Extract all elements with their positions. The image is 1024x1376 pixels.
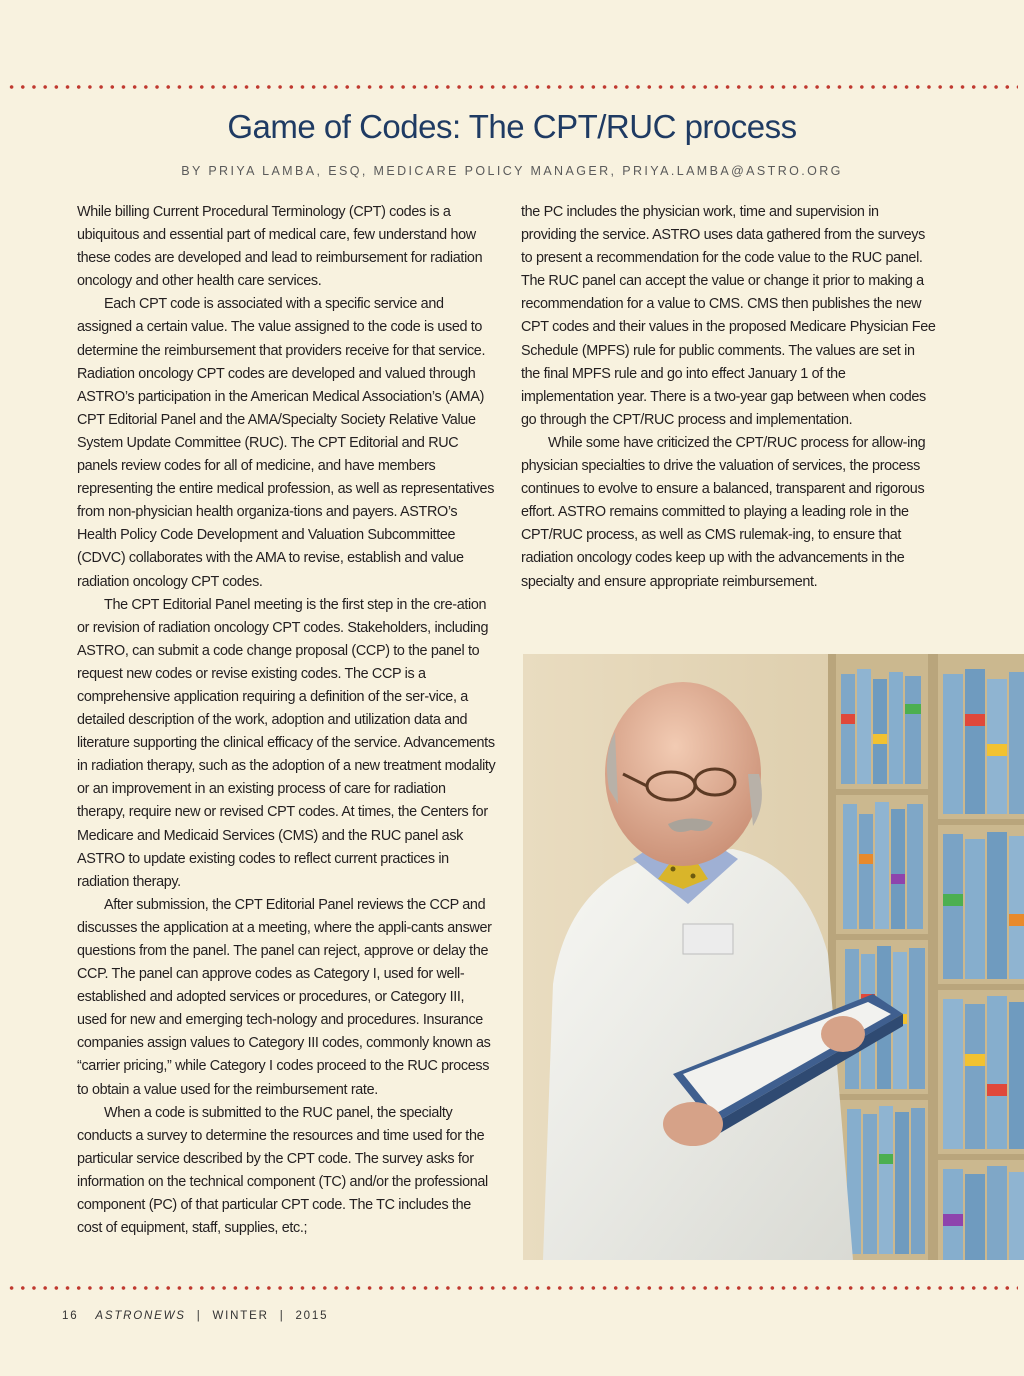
footer-separator: | [196,1310,202,1322]
article-title: Game of Codes: The CPT/RUC process [227,108,797,145]
page-number: 16 [62,1310,79,1322]
right-column [521,201,937,594]
page-footer [62,1310,328,1322]
paragraph: The CPT Editorial Panel meeting is the first step in the cre-ation or revision of radiation oncology CPT codes. Stakeholders, including ASTRO, can submit a code change proposal (CCP) to the panel to request new codes or revise existing codes. The CCP is a comprehensive application requiring a definition of the ser-vice, a detailed description of the work, adoption and utilization data and literature supporting the clinical efficacy of the service. Advancements in radiation therapy, such as the adoption of a new treatment modality or an improvement in an existing process of care for radiation therapy, require new or revised CPT codes. At times, the Centers for Medicare and Medicaid Services (CMS) and the RUC panel ask ASTRO to update existing codes to reflect current practices in radiation therapy. [77,596,496,890]
article-photo [523,654,1024,1260]
top-dotted-rule [6,85,1018,89]
paragraph: Each CPT code is associated with a specific service and assigned a certain value. The value assigned to the code is used to determine the reimbursement that providers receive for that service. Radiation oncology CPT codes are developed and valued through ASTRO’s participation in the American Medical Association’s (AMA) CPT Editorial Panel and the AMA/Specialty Society Relative Value System Update Committee (RUC). The CPT Editorial and RUC panels review codes for all of medicine, and have members representing the entire medical profession, as well as representatives from non-physician health organiza-tions and payers. ASTRO’s Health Policy Code Development and Valuation Subcommittee (CDVC) collaborates with the AMA to revise, establish and value radiation oncology CPT codes. [77,296,495,590]
footer-separator: | [279,1310,285,1322]
bottom-dotted-rule [6,1286,1018,1290]
paragraph: While billing Current Procedural Terminology (CPT) codes is a ubiquitous and essential part of medical care, few understand how these codes are developed and lead to reimbursement for radiation oncology and other health care services. [77,204,483,290]
issue-year: 2015 [295,1310,329,1322]
left-column [77,201,497,1240]
article-byline: BY PRIYA LAMBA, ESQ, MEDICARE POLICY MANAGER, PRIYA.LAMBA@ASTRO.ORG [181,164,843,178]
issue-season: WINTER [212,1310,269,1322]
paragraph: When a code is submitted to the RUC panel, the specialty conducts a survey to determine the resources and time used for the particular service described by the CPT code. The survey asks for information on the technical component (TC) and/or the professional component (PC) of that particular CPT code. The TC includes the cost of equipment, staff, supplies, etc.; [77,1104,488,1237]
publication-name: ASTRONEWS [95,1310,186,1322]
paragraph: After submission, the CPT Editorial Panel reviews the CCP and discusses the application at a meeting, where the appli-cants answer questions from the panel. The panel can reject, approve or delay the CCP. The panel can approve codes as Category I, used for well-established and adopted services or procedures, or Category III, used for new and emerging tech-nology and procedures. Insurance companies assign values to Category III codes, commonly known as “carrier pricing,” while Category I codes proceed to the RUC process to obtain a value used for the reimbursement rate. [77,896,492,1098]
paragraph: While some have criticized the CPT/RUC process for allow-ing physician specialties to drive the valuation of services, the process continues to evolve to ensure a balanced, transparent and rigorous effort. ASTRO remains committed to playing a leading role in the CPT/RUC process, as well as CMS rulemak-ing, to ensure that radiation oncology codes keep up with the advancements in the specialty and ensure appropriate reimbursement. [521,434,926,590]
paragraph: the PC includes the physician work, time and supervision in providing the service. ASTRO uses data gathered from the surveys to present a recommendation for the code value to the RUC panel. The RUC panel can accept the value or change it prior to making a recommendation for a value to CMS. CMS then publishes the new CPT codes and their values in the proposed Medicare Physician Fee Schedule (MPFS) rule for public comments. The values are set in the final MPFS rule and go into effect January 1 of the implementation year. There is a two-year gap between when codes go through the CPT/RUC process and implementation. [521,204,936,428]
